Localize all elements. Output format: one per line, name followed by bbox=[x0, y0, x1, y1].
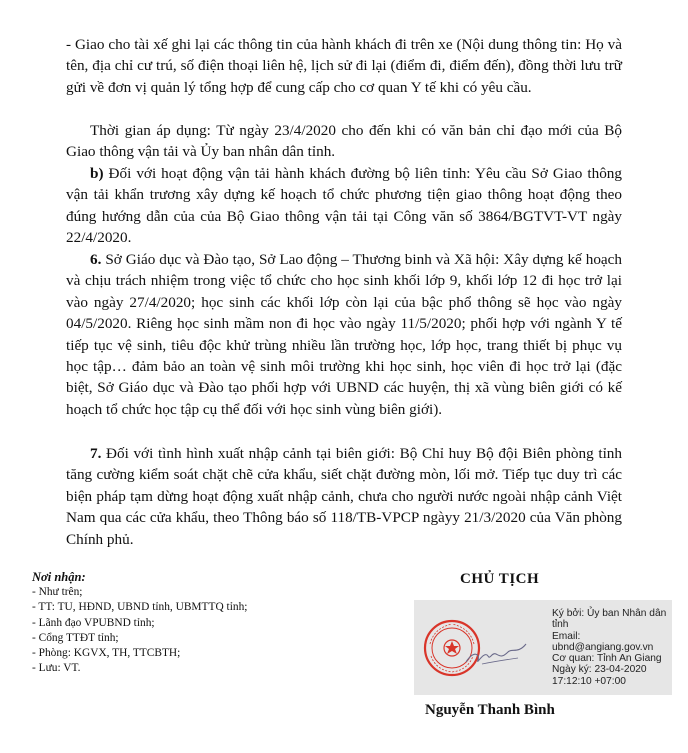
paragraph-education-text: Sở Giáo dục và Đào tạo, Sở Lao động – Thương binh và Xã hội: Xây dựng kế hoạch và chịu trách nhiệm trong việc tổ chức cho học sinh khối lớp 9, khối lớp 12 đi học trở lại vào ngày 27/4/2020; học sinh các khối lớp còn lại của bậc phổ thông sẽ học vào ngày 04/5/2020. Riêng học sinh mầm non đi học vào ngày 11/5/2020; phối hợp với ngành Y tế tiếp tục vệ sinh, tiêu độc khử trùng nhiều lần trường học, lớp học, trang thiết bị phục vụ học tập… đảm bảo an toàn vệ sinh môi trường khi học sinh, học viên đi học trở lại (đặc biệt, Sở Giáo dục và Đào tạo phối hợp với UBND các huyện, thị xã vùng biên giới có kế hoạch tổ chức học tập cụ thể đối với học sinh vùng biên giới). bbox=[66, 251, 622, 418]
recipient-item: - Như trên; bbox=[32, 586, 83, 599]
recipients-title: Nơi nhận: bbox=[32, 570, 86, 584]
paragraph-border-control bbox=[66, 443, 622, 550]
item-label-b: b) bbox=[90, 165, 104, 182]
paragraph-effective-date: Thời gian áp dụng: Từ ngày 23/4/2020 cho đến khi có văn bản chỉ đạo mới của Bộ Giao thông vận tải và Ủy ban nhân dân tỉnh. bbox=[66, 122, 622, 161]
signer-name: Nguyễn Thanh Bình bbox=[425, 702, 555, 718]
digital-signature-box bbox=[414, 600, 672, 695]
recipient-item: - TT: TU, HĐND, UBND tỉnh, UBMTTQ tỉnh; bbox=[32, 601, 248, 614]
signature-date: Ngày ký: 23-04-2020 bbox=[552, 664, 647, 676]
recipient-item: - Phòng: KGVX, TH, TTCBTH; bbox=[32, 647, 181, 660]
paragraph-education bbox=[66, 249, 622, 420]
signature-details bbox=[552, 608, 670, 687]
item-number-7: 7. bbox=[90, 445, 102, 462]
signature-signer: Ký bởi: Ủy ban Nhân dân tỉnh bbox=[552, 608, 667, 631]
signature-time: 17:12:10 +07:00 bbox=[552, 675, 626, 687]
signature-email: ubnd@angiang.gov.vn bbox=[552, 641, 654, 653]
signer-position: CHỦ TỊCH bbox=[460, 571, 540, 587]
recipients-block bbox=[32, 570, 372, 676]
paragraph-intercity-text: Đối với hoạt động vận tải hành khách đường bộ liên tỉnh: Yêu cầu Sở Giao thông vận tải khẩn trương xây dựng kế hoạch tổ chức phương tiện giao thông hoạt động theo đúng hướng dẫn của của Bộ Giao thông vận tải tại Công văn số 3864/BGTVT-VT ngày 22/4/2020. bbox=[66, 165, 622, 247]
paragraph-border-text: Đối với tình hình xuất nhập cảnh tại biên giới: Bộ Chỉ huy Bộ đội Biên phòng tỉnh tăng cường kiểm soát chặt chẽ cửa khẩu, siết chặt đường mòn, lối mở. Tiếp tục duy trì các biện pháp tạm dừng hoạt động xuất nhập cảnh, chưa cho người nước ngoài nhập cảnh Việt Nam qua các cửa khẩu, theo Thông báo số 118/TB-VPCP ngàyy 21/3/2020 của Văn phòng Chính phủ. bbox=[66, 445, 622, 548]
signature-agency: Cơ quan: Tỉnh An Giang bbox=[552, 653, 662, 665]
signature-email-label: Email: bbox=[552, 630, 581, 642]
recipient-item: - Lưu: VT. bbox=[32, 662, 81, 675]
seal-stamp bbox=[425, 621, 479, 675]
paragraph-passenger-info: - Giao cho tài xế ghi lại các thông tin của hành khách đi trên xe (Nội dung thông tin: Họ và tên, địa chỉ cư trú, số điện thoại liên hệ, lịch sử đi lại (điểm đi, điểm đến), đồng thời lưu trữ gửi về đơn vị quản lý tổng hợp để cung cấp cho cơ quan Y tế khi có yêu cầu. bbox=[66, 36, 622, 96]
recipient-item: - Cổng TTĐT tỉnh; bbox=[32, 631, 119, 644]
recipient-item: - Lãnh đạo VPUBND tỉnh; bbox=[32, 616, 155, 629]
handwritten-signature bbox=[466, 644, 526, 662]
official-seal-icon bbox=[422, 614, 534, 680]
paragraph-intercity-transport bbox=[66, 163, 622, 249]
item-number-6: 6. bbox=[90, 251, 102, 268]
